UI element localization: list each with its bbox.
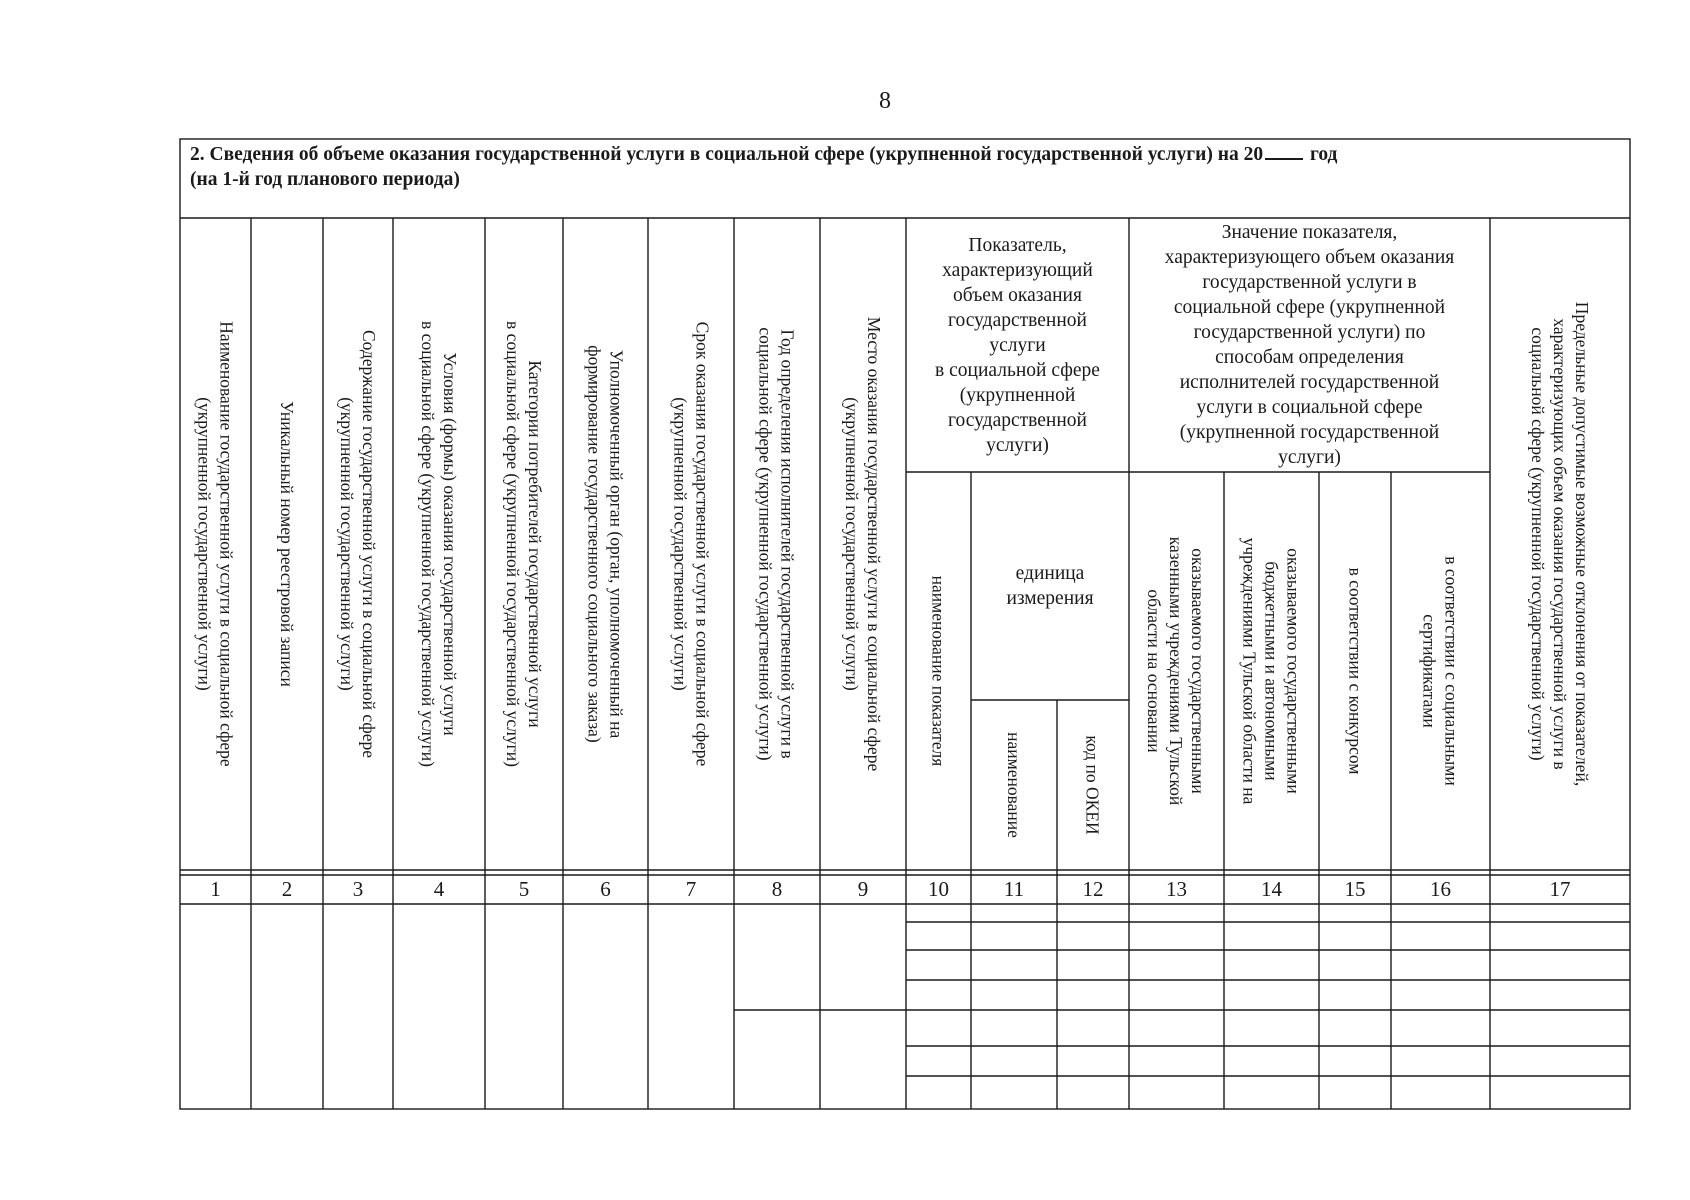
column-number-11: 11 [1003,877,1025,901]
section-title-line2: (на 1-й год планового периода) [190,169,460,190]
header-col-17-line-3: социальной сфере (укрупненной государственной услуги) [1528,327,1549,761]
header-col-13-line-2: казенными учреждениями Тульской [1166,536,1187,806]
header-col-16-line-2: сертификатами [1419,614,1440,728]
column-number-3: 3 [352,877,364,901]
header-group-value-line-7: исполнителей государственной [1179,372,1440,393]
column-number-7: 7 [685,877,697,901]
header-col-3 [323,218,393,870]
header-col-17-line-2: характеризующих объем оказания государственной услуги в [1550,318,1571,770]
section-title-year-word: год [1309,144,1338,165]
header-col-8 [734,218,820,870]
header-col-9-line-2: (укрупненной государственной услуги) [842,397,862,691]
header-col-7 [648,218,734,870]
header-col-9-line-1: Место оказания государственной услуги в социальной сфере [864,316,884,772]
header-group-indicator-line-5: услуги [989,334,1046,356]
header-col-4 [393,218,485,870]
header-col-5 [485,218,563,870]
header-group-value-line-6: способам определения [1215,347,1404,368]
header-col-15-line-1: в соответствии с конкурсом [1345,567,1365,775]
header-col-4-line-2: в социальной сфере (укрупненной государственной услуги) [418,321,438,767]
header-group-indicator [906,222,1129,468]
header-group-indicator-line-8: государственной [948,409,1087,431]
header-unit-group-line-2: измерения [1006,588,1094,609]
header-group-value-line-10: услуги) [1278,447,1341,468]
section-title [190,142,1590,192]
header-col-7-line-2: (укрупненной государственной услуги) [670,397,691,691]
header-col-8-line-1: Год определения исполнителей государственной услуги в [778,329,799,759]
header-col-2 [251,218,323,870]
header-col-9 [820,218,906,870]
header-col-16 [1391,472,1490,870]
header-group-value-line-1: Значение показателя, [1221,222,1398,243]
header-col-10 [906,472,971,870]
header-col-15 [1319,472,1391,870]
header-col-14-line-3: учреждениями Тульской области на [1239,537,1260,805]
header-group-indicator-line-3: объем оказания [953,284,1082,306]
header-col-5-line-1: Категории потребителей государственной услуги [525,360,545,728]
header-group-value-line-8: услуги в социальной сфере [1196,397,1423,418]
column-number-1: 1 [210,877,221,901]
header-col-11 [971,700,1057,870]
header-col-13-line-1: оказываемого государственными [1188,548,1209,794]
header-unit-group [971,472,1129,700]
header-col-12-line-1: код по ОКЕИ [1083,735,1103,835]
header-col-2-line-1: Уникальный номер реестровой записи [277,401,297,687]
column-number-10: 10 [928,877,949,901]
header-group-indicator-line-9: услуги) [986,434,1049,456]
header-col-4-line-1: Условия (формы) оказания государственной услуги [440,352,460,736]
header-group-value-line-4: социальной сфере (укрупненной [1173,297,1446,318]
column-number-4: 4 [433,877,445,901]
header-col-11-line-1: наименование [1004,732,1025,838]
header-group-indicator-line-1: Показатель, [968,234,1067,256]
column-number-17: 17 [1549,877,1571,901]
header-unit-group-line-1: единица [1015,563,1085,584]
section-title-line1: 2. Сведения об объеме оказания государственной услуги в социальной сфере (укрупненной государственной услуги) на 20 [190,144,1264,165]
column-number-6: 6 [600,877,611,901]
header-group-value-line-2: характеризующего объем оказания [1164,247,1455,268]
page-number: 8 [879,88,891,114]
header-col-12 [1057,700,1129,870]
header-col-8-line-2: социальной сфере (укрупненной государственной услуги) [756,327,777,761]
header-col-1-line-2: (укрупненной государственной услуги) [194,397,215,691]
header-col-6-line-2: формирование государственного социального заказа) [584,345,605,743]
header-col-13 [1129,472,1224,870]
header-col-13-line-3: области на основании [1144,589,1165,753]
header-col-5-line-2: в социальной сфере (укрупненной государственной услуги) [503,321,523,767]
header-col-1-line-1: Наименование государственной услуги в социальной сфере [216,321,237,767]
column-number-5: 5 [518,877,530,901]
header-col-3-line-2: (укрупненной государственной услуги) [337,397,358,691]
header-col-7-line-1: Срок оказания государственной услуги в социальной сфере [692,321,713,767]
year-blank [1265,158,1303,160]
header-group-value [1129,218,1490,472]
header-col-1 [180,218,251,870]
header-col-10-line-1: наименование показателя [928,575,949,767]
header-col-6 [563,218,648,870]
column-number-8: 8 [771,877,783,901]
header-col-14-line-2: бюджетными и автономными [1261,561,1282,781]
header-col-17 [1490,218,1630,870]
header-col-3-line-1: Содержание государственной услуги в социальной сфере [359,329,380,759]
column-number-9: 9 [857,877,869,901]
column-number-12: 12 [1082,877,1104,901]
header-group-indicator-line-2: характеризующий [942,259,1093,281]
header-col-6-line-1: Уполномоченный орган (орган, уполномоченный на [606,349,627,739]
header-col-16-line-1: в соответствии с социальными [1441,556,1462,786]
header-col-14 [1224,472,1319,870]
header-group-value-line-3: государственной услуги в [1202,272,1417,293]
header-group-indicator-line-4: государственной [948,309,1087,331]
column-number-13: 13 [1166,877,1187,901]
header-group-value-line-5: государственной услуги) по [1193,322,1426,343]
column-number-2: 2 [281,877,293,901]
column-number-16: 16 [1430,877,1451,901]
header-group-indicator-line-6: в социальной сфере [935,359,1100,381]
header-col-14-line-1: оказываемого государственными [1283,548,1304,794]
column-number-14: 14 [1261,877,1282,901]
header-col-17-line-1: Предельные допустимые возможные отклонения от показателей, [1572,301,1593,787]
header-group-value-line-9: (укрупненной государственной [1179,422,1440,443]
column-number-15: 15 [1344,877,1366,901]
header-group-indicator-line-7: (укрупненной [959,384,1076,406]
